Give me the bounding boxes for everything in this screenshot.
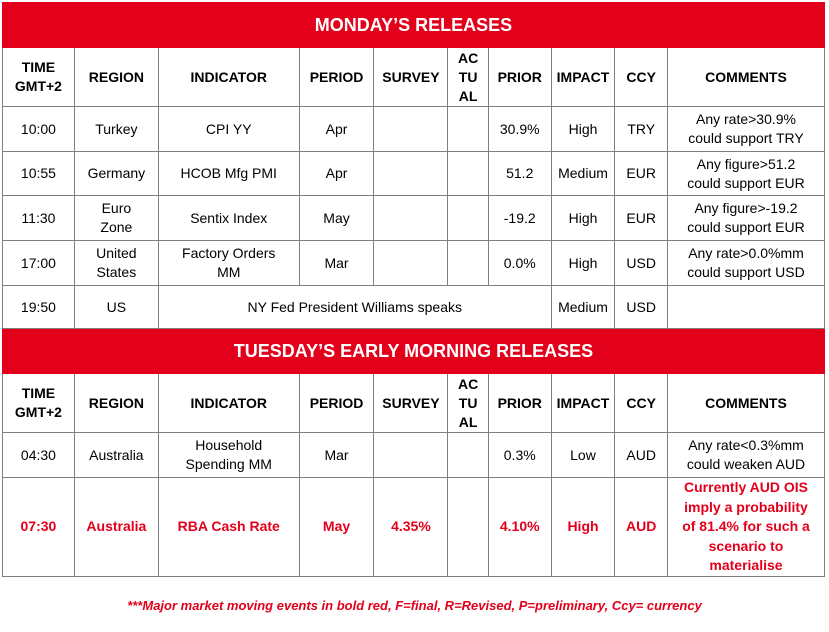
table-row — [3, 107, 825, 152]
header-region: REGION — [74, 48, 158, 107]
region-cell: Germany — [74, 152, 158, 196]
header-impact: IMPACT — [551, 374, 615, 433]
ccy-cell: USD — [615, 286, 668, 329]
period-cell: Mar — [299, 241, 374, 286]
indicator-cell: CPI YY — [158, 107, 299, 152]
ccy-cell: USD — [615, 241, 668, 286]
monday-header-row — [3, 48, 825, 107]
impact-cell: Medium — [551, 286, 615, 329]
header-time: TIME GMT+2 — [3, 374, 75, 433]
header-region: REGION — [74, 374, 158, 433]
comment-cell — [668, 286, 825, 329]
time-cell: 10:00 — [3, 107, 75, 152]
survey-cell — [374, 152, 448, 196]
ccy-cell: AUD — [615, 478, 668, 577]
period-cell: May — [299, 196, 374, 241]
header-prior: PRIOR — [488, 374, 551, 433]
survey-cell — [374, 196, 448, 241]
actual-cell — [448, 478, 488, 577]
monday-title: MONDAY’S RELEASES — [3, 3, 825, 48]
impact-cell: Medium — [551, 152, 615, 196]
time-cell: 04:30 — [3, 433, 75, 478]
region-cell: Turkey — [74, 107, 158, 152]
time-cell: 10:55 — [3, 152, 75, 196]
prior-cell: 0.3% — [488, 433, 551, 478]
header-time: TIME GMT+2 — [3, 48, 75, 107]
tuesday-header-row — [3, 374, 825, 433]
tuesday-title: TUESDAY’S EARLY MORNING RELEASES — [3, 329, 825, 374]
comment-cell: Currently AUD OIS imply a probability of 81.4% for such a scenario to materialise — [668, 478, 825, 577]
region-cell: United States — [74, 241, 158, 286]
table-row — [3, 286, 825, 329]
survey-cell — [374, 433, 448, 478]
region-cell: US — [74, 286, 158, 329]
prior-cell: 0.0% — [488, 241, 551, 286]
period-cell: Mar — [299, 433, 374, 478]
header-actual: AC TU AL — [448, 48, 488, 107]
impact-cell: High — [551, 107, 615, 152]
actual-cell — [448, 152, 488, 196]
impact-cell: High — [551, 478, 615, 577]
monday-banner — [3, 3, 825, 48]
ccy-cell: TRY — [615, 107, 668, 152]
table-row — [3, 152, 825, 196]
table-row — [3, 433, 825, 478]
indicator-cell: Sentix Index — [158, 196, 299, 241]
time-cell: 11:30 — [3, 196, 75, 241]
ccy-cell: EUR — [615, 152, 668, 196]
header-survey: SURVEY — [374, 48, 448, 107]
time-cell: 17:00 — [3, 241, 75, 286]
header-comments: COMMENTS — [668, 374, 825, 433]
indicator-cell: HCOB Mfg PMI — [158, 152, 299, 196]
prior-cell: 51.2 — [488, 152, 551, 196]
header-ccy: CCY — [615, 374, 668, 433]
ccy-cell: AUD — [615, 433, 668, 478]
ccy-cell: EUR — [615, 196, 668, 241]
survey-cell: 4.35% — [374, 478, 448, 577]
header-ccy: CCY — [615, 48, 668, 107]
header-comments: COMMENTS — [668, 48, 825, 107]
impact-cell: High — [551, 241, 615, 286]
indicator-cell: Factory Orders MM — [158, 241, 299, 286]
header-period: PERIOD — [299, 48, 374, 107]
prior-cell: 30.9% — [488, 107, 551, 152]
header-indicator: INDICATOR — [158, 374, 299, 433]
comment-cell: Any rate>30.9% could support TRY — [668, 107, 825, 152]
indicator-cell: Household Spending MM — [158, 433, 299, 478]
comment-cell: Any rate<0.3%mm could weaken AUD — [668, 433, 825, 478]
impact-cell: High — [551, 196, 615, 241]
region-cell: Euro Zone — [74, 196, 158, 241]
table-row-major-event — [3, 478, 825, 577]
region-cell: Australia — [74, 433, 158, 478]
survey-cell — [374, 107, 448, 152]
comment-cell: Any rate>0.0%mm could support USD — [668, 241, 825, 286]
header-prior: PRIOR — [488, 48, 551, 107]
event-cell: NY Fed President Williams speaks — [158, 286, 551, 329]
comment-cell: Any figure>51.2 could support EUR — [668, 152, 825, 196]
prior-cell: -19.2 — [488, 196, 551, 241]
header-survey: SURVEY — [374, 374, 448, 433]
time-cell: 07:30 — [3, 478, 75, 577]
period-cell: Apr — [299, 152, 374, 196]
prior-cell: 4.10% — [488, 478, 551, 577]
time-cell: 19:50 — [3, 286, 75, 329]
actual-cell — [448, 241, 488, 286]
actual-cell — [448, 107, 488, 152]
actual-cell — [448, 433, 488, 478]
tuesday-banner — [3, 329, 825, 374]
period-cell: May — [299, 478, 374, 577]
region-cell: Australia — [74, 478, 158, 577]
header-indicator: INDICATOR — [158, 48, 299, 107]
period-cell: Apr — [299, 107, 374, 152]
header-period: PERIOD — [299, 374, 374, 433]
impact-cell: Low — [551, 433, 615, 478]
table-row — [3, 241, 825, 286]
header-actual: AC TU AL — [448, 374, 488, 433]
footnote: ***Major market moving events in bold red, F=final, R=Revised, P=preliminary, Ccy= currency — [127, 598, 702, 613]
actual-cell — [448, 196, 488, 241]
survey-cell — [374, 241, 448, 286]
header-impact: IMPACT — [551, 48, 615, 107]
comment-cell: Any figure>-19.2 could support EUR — [668, 196, 825, 241]
indicator-cell: RBA Cash Rate — [158, 478, 299, 577]
table-row — [3, 196, 825, 241]
releases-table — [2, 2, 825, 577]
